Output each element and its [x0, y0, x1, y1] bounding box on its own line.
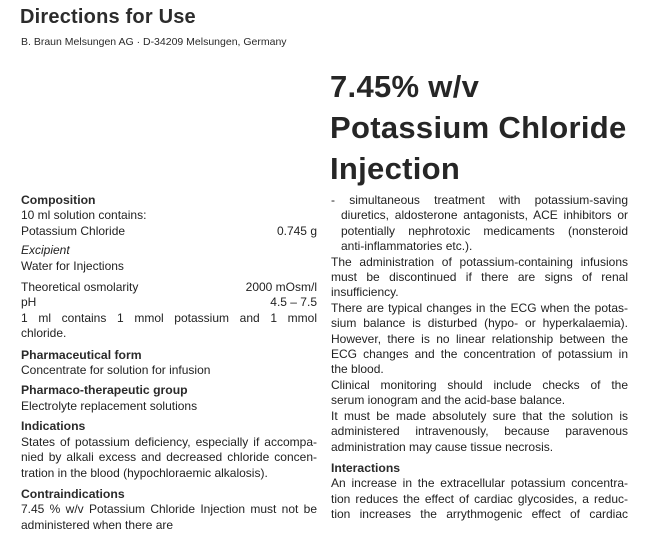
excipient-heading: Excipient [21, 243, 70, 258]
interactions-heading: Interactions [331, 460, 401, 475]
paragraph-line: ECG changes and the concentration of potassium in [331, 347, 628, 362]
indications-line: tration in the blood (hypochloraemic alkalosis). [21, 465, 268, 480]
product-title-line: 7.45% w/v [330, 69, 480, 104]
ph-label: pH [21, 295, 37, 310]
therapeutic-group-value: Electrolyte replacement solutions [21, 398, 198, 413]
mmol-line: 1 ml contains 1 mmol potassium and 1 mmol [21, 310, 317, 325]
pharmaceutical-form-heading: Pharmaceutical form [21, 347, 142, 362]
product-title-line: Injection [330, 151, 461, 186]
paragraph-line: Clinical monitoring should include checks of the [331, 377, 628, 392]
paragraph-line: administration may cause tissue necrosis. [331, 439, 554, 454]
active-ingredient-row [21, 224, 317, 239]
osmolarity-row [21, 280, 317, 295]
active-ingredient-amount: 0.745 g [276, 223, 317, 238]
paragraph-line: The administration of potassium-containing infusions [331, 254, 628, 269]
bullet-line: - simultaneous treatment with potassium-saving [331, 193, 628, 207]
contraindications-line: administered when there are [21, 517, 174, 532]
paragraph-line: the blood. [331, 362, 384, 377]
osmolarity-label: Theoretical osmolarity [21, 280, 139, 295]
ph-row [21, 295, 317, 310]
contraindications-line: 7.45 % w/v Potassium Chloride Injection must not be [21, 502, 317, 517]
ph-value: 4.5 – 7.5 [270, 295, 317, 310]
active-ingredient-name: Potassium Chloride [21, 223, 126, 238]
interactions-line: tion increases the arrythmogenic effect of cardiac [331, 507, 628, 522]
contraindications-heading: Contraindications [21, 486, 125, 501]
product-title-line: Potassium Chloride [330, 110, 627, 145]
paragraph-line: However, there is no linear relationship between the [331, 331, 628, 346]
paragraph-line: insufficiency. [331, 285, 399, 300]
bullet-line: diuretics, aldosterone antagonists, ACE inhibitors or [341, 208, 628, 223]
indications-line: States of potassium deficiency, especially if accompa- [21, 434, 317, 449]
left-column [21, 193, 317, 533]
paragraph-line: sium balance is disturbed (hypo- or hyperkalaemia). [331, 316, 628, 331]
osmolarity-value: 2000 mOsm/l [245, 280, 317, 295]
composition-heading: Composition [21, 193, 96, 207]
paragraph-line: administered intravenously, because paravenous [331, 424, 628, 439]
interactions-line: An increase in the extracellular potassium concentra- [331, 476, 628, 491]
bullet-line: anti-inflammatories etc.). [341, 239, 473, 254]
manufacturer-address: B. Braun Melsungen AG · D-34209 Melsungen, Germany [21, 36, 287, 48]
indications-line: nied by alkali excess and decreased chloride concen- [21, 450, 317, 465]
header-title: Directions for Use [20, 6, 196, 28]
excipient-value: Water for Injections [21, 258, 124, 273]
indications-heading: Indications [21, 419, 86, 434]
product-title [330, 66, 627, 189]
right-column [331, 193, 628, 523]
mmol-line: chloride. [21, 326, 67, 341]
therapeutic-group-heading: Pharmaco-therapeutic group [21, 383, 188, 398]
paragraph-line: must be discontinued if there are signs of renal [331, 270, 628, 285]
pharmaceutical-form-value: Concentrate for solution for infusion [21, 363, 211, 378]
interactions-line: tion reduces the effect of cardiac glycosides, a reduc- [331, 491, 628, 506]
paragraph-line: It must be made absolutely sure that the solution is [331, 408, 628, 423]
bullet-line: potentially nephrotoxic medicaments (nonsteroid [341, 223, 628, 238]
paragraph-line: There are typical changes in the ECG when the potas- [331, 300, 628, 315]
composition-intro: 10 ml solution contains: [21, 208, 147, 223]
paragraph-line: serum ionogram and the acid-base balance. [331, 393, 566, 408]
